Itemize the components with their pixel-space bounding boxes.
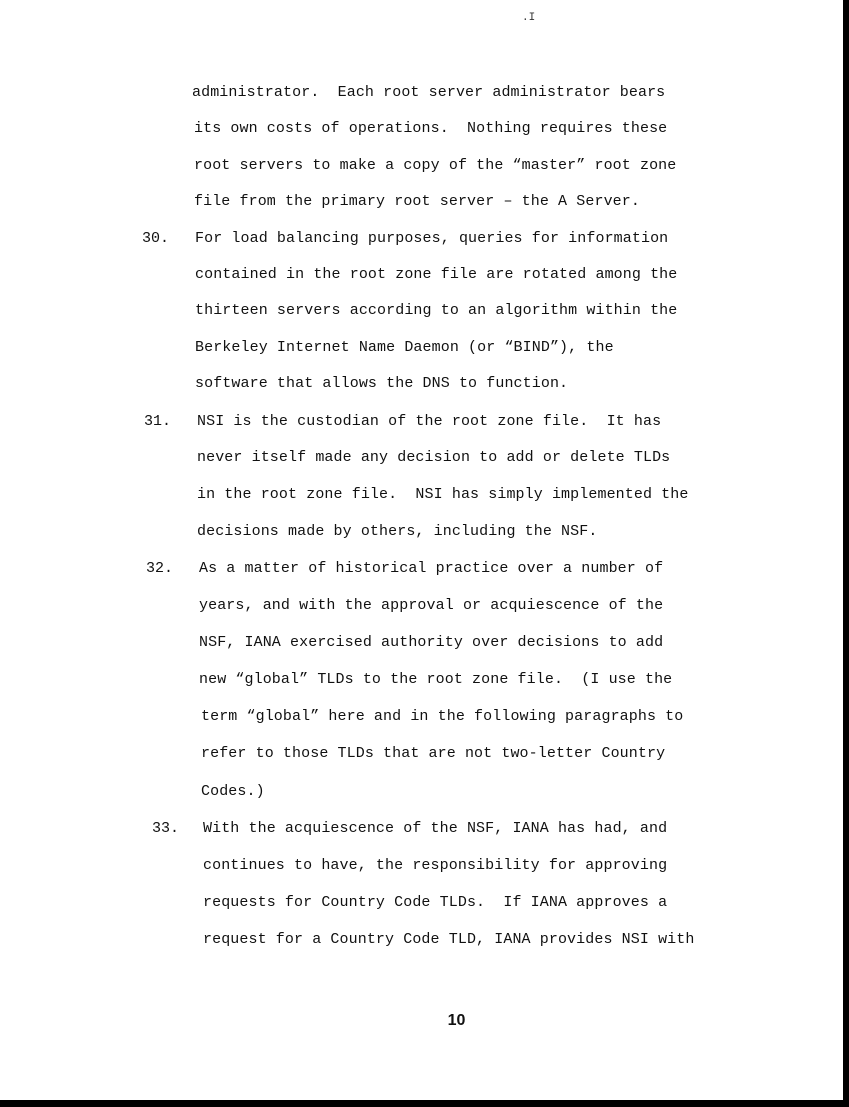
text-line: request for a Country Code TLD, IANA provides NSI with [203,931,695,948]
text-line: continues to have, the responsibility for approving [203,857,668,874]
text-line: NSF, IANA exercised authority over decisions to add [199,634,664,651]
text-line: software that allows the DNS to function. [195,375,569,392]
text-line: requests for Country Code TLDs. If IANA approves a [203,894,668,911]
text-line: contained in the root zone file are rotated among the [195,266,678,283]
text-line: With the acquiescence of the NSF, IANA has had, and [203,820,668,837]
text-line: years, and with the approval or acquiescence of the [199,597,664,614]
text-line: file from the primary root server – the A Server. [194,193,640,210]
text-line: new “global” TLDs to the root zone file. (I use the [199,671,673,688]
text-line: Codes.) [201,783,265,800]
text-line: its own costs of operations. Nothing requires these [194,120,668,137]
scan-border-bottom [0,1100,849,1107]
text-line: never itself made any decision to add or delete TLDs [197,449,671,466]
text-line: Berkeley Internet Name Daemon (or “BIND”), the [195,339,614,356]
text-line: term “global” here and in the following paragraphs to [201,708,684,725]
text-line: root servers to make a copy of the “master” root zone [194,157,677,174]
text-line: refer to those TLDs that are not two-letter Country [201,745,666,762]
page-number: 10 [447,1012,466,1029]
text-line: thirteen servers according to an algorithm within the [195,302,678,319]
text-line: NSI is the custodian of the root zone file. It has [197,413,662,430]
paragraph-number: 32. [146,560,174,577]
header-mark: .I [522,12,536,24]
paragraph-number: 30. [142,230,170,247]
paragraph-number: 33. [152,820,180,837]
text-line: in the root zone file. NSI has simply implemented the [197,486,689,503]
text-line: administrator. Each root server administrator bears [192,84,666,101]
text-line: For load balancing purposes, queries for information [195,230,669,247]
scan-border-right [843,0,849,1107]
text-line: As a matter of historical practice over a number of [199,560,664,577]
text-line: decisions made by others, including the NSF. [197,523,598,540]
paragraph-number: 31. [144,413,172,430]
